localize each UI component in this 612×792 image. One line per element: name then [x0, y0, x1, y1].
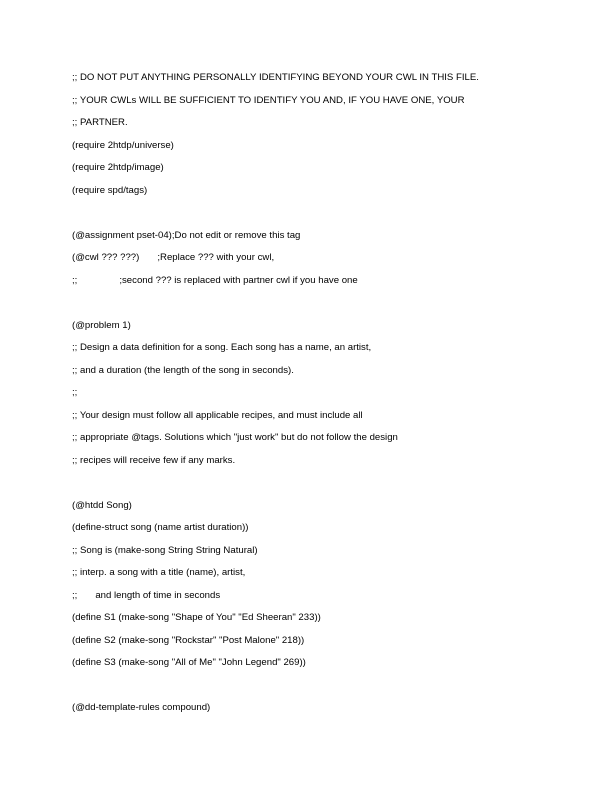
comment-line: ;; Your design must follow all applicable recipes, and must include all	[72, 410, 363, 421]
comment-line: ;;	[72, 387, 78, 398]
code-line: (require 2htdp/image)	[72, 162, 164, 173]
comment-line	[72, 275, 358, 287]
comment-line: ;; recipes will receive few if any marks.	[72, 455, 236, 466]
code-line: (require 2htdp/universe)	[72, 140, 174, 151]
code-line	[72, 252, 274, 264]
comment-line: ;; interp. a song with a title (name), artist,	[72, 567, 246, 578]
code-line: (define S3 (make-song "All of Me" "John Legend" 269))	[72, 657, 306, 668]
comment-segment: and length of time in seconds	[95, 590, 221, 601]
code-line: (define-struct song (name artist duration))	[72, 522, 249, 533]
code-line: (@assignment pset-04);Do not edit or remove this tag	[72, 230, 301, 241]
code-line: (@dd-template-rules compound)	[72, 702, 211, 713]
code-line: (define S1 (make-song "Shape of You" "Ed Sheeran" 233))	[72, 612, 321, 623]
comment-line: ;; Design a data definition for a song. Each song has a name, an artist,	[72, 342, 372, 353]
comment-line: ;; PARTNER.	[72, 117, 128, 128]
code-line: (require spd/tags)	[72, 185, 148, 196]
code-line: (@htdd Song)	[72, 500, 132, 511]
code-line: (define S2 (make-song "Rockstar" "Post Malone" 218))	[72, 635, 305, 646]
comment-line	[72, 590, 220, 602]
comment-line: ;; Song is (make-song String String Natural)	[72, 545, 258, 556]
code-line: (@problem 1)	[72, 320, 131, 331]
comment-line: ;; appropriate @tags. Solutions which "just work" but do not follow the design	[72, 432, 398, 443]
comment-line: ;; and a duration (the length of the song in seconds).	[72, 365, 294, 376]
comment-line: ;; YOUR CWLs WILL BE SUFFICIENT TO IDENTIFY YOU AND, IF YOU HAVE ONE, YOUR	[72, 95, 465, 106]
comment-segment: ;Replace ??? with your cwl,	[157, 252, 275, 263]
code-segment: (@cwl ??? ???)	[72, 252, 140, 263]
comment-segment: ;;	[72, 275, 78, 286]
comment-line: ;; DO NOT PUT ANYTHING PERSONALLY IDENTIFYING BEYOND YOUR CWL IN THIS FILE.	[72, 72, 479, 83]
comment-segment: ;;	[72, 590, 78, 601]
comment-segment: ;second ??? is replaced with partner cwl if you have one	[119, 275, 358, 286]
